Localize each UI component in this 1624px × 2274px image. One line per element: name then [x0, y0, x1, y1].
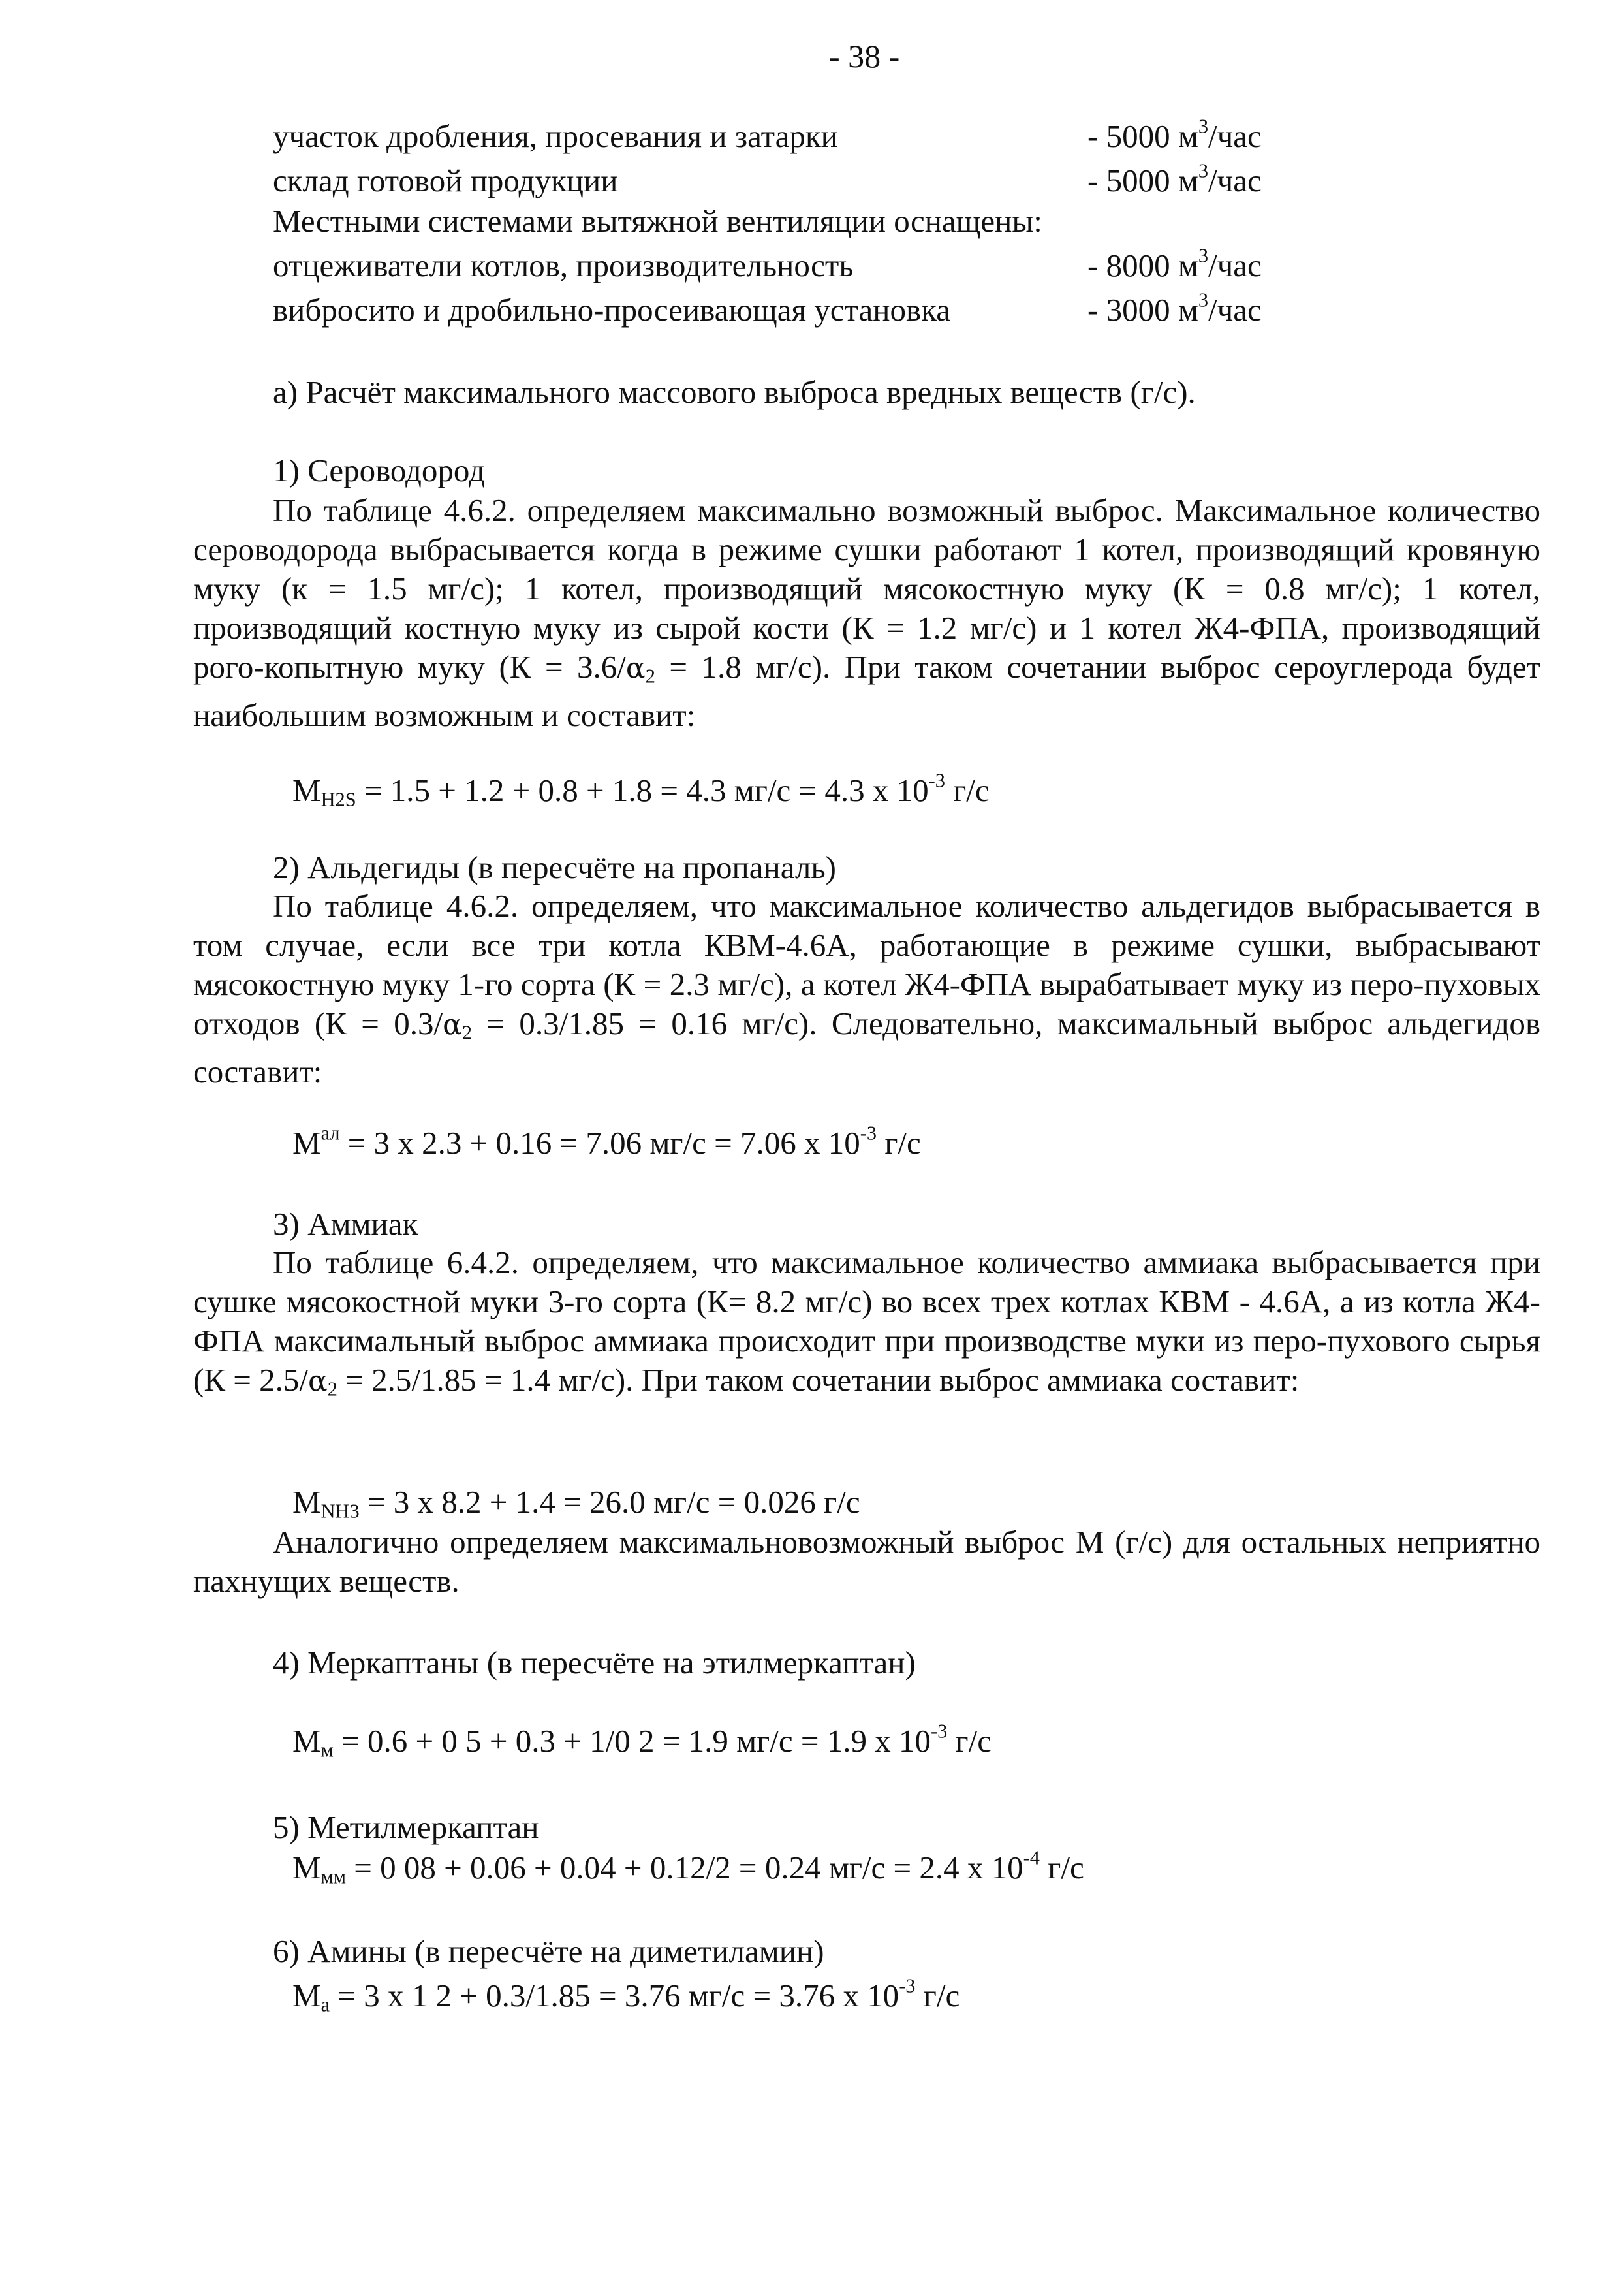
subsection-title: 4) Меркаптаны (в пересчёте на этилмеркаптан): [273, 1645, 916, 1681]
paragraph: Аналогично определяем максимальновозможный выброс М (г/с) для остальных неприятно пахнущих веществ.: [193, 1524, 1540, 1599]
formula: $M^{ал} = 3$ х 2.3 + 0.16 = 7.06 мг/с = 7.06 х $10^{-3}$ г/с: [292, 1122, 921, 1161]
equipment-label: склад готовой продукции: [273, 163, 618, 198]
formula: $M_{H2S} = 1.5 + 1.2 + 0.8 + 1.8 = 4.3$ мг/с = 4.3 х $10^{-3}$ г/с: [292, 769, 990, 811]
paragraph: По таблице 4.6.2. определяем максимально возможный выброс. Максимальное количество сероводорода выбрасывается когда в режиме сушки работают 1 котел, производящий кровяную муку (к = 1.5 мг/с); 1 котел, производящий мясокостную муку (К = 0.8 мг/с); 1 котел, производящий костную муку из сырой кости (К = 1.2 мг/с) и 1 котел Ж4-ФПА, производящий рого-копытную муку ($К = 3.6/\alpha_2 = 1.8$ мг/с). При таком сочетании выброс сероуглерода будет наибольшим возможным и составит:: [193, 492, 1540, 733]
subsection-title: 6) Амины (в пересчёте на диметиламин): [273, 1933, 824, 1969]
equipment-label: участок дробления, просевания и затарки: [273, 118, 838, 154]
formula: $M_a = 3$ х 1 2 + 0.3/1.85 = 3.76 мг/с = 3.76 х $10^{-3}$ г/с: [292, 1974, 960, 2016]
formula: $M_{мм} = 0$ 08 + 0.06 + 0.04 + 0.12/2 = 0.24 мг/с = 2.4 х $10^{-4}$ г/с: [292, 1846, 1084, 1888]
equipment-label: вибросито и дробильно-просеивающая установка: [273, 292, 950, 328]
subsection-title: 5) Метилмеркаптан: [273, 1809, 539, 1845]
formula: $M_{NH3} = 3$ х 8.2 + 1.4 = 26.0 мг/с = 0.026 г/с: [292, 1484, 860, 1523]
subsection-title: 3) Аммиак: [273, 1206, 418, 1242]
local-systems-heading: Местными системами вытяжной вентиляции оснащены:: [273, 203, 1042, 239]
equipment-label: отцеживатели котлов, производительность: [273, 247, 854, 283]
equipment-row: [273, 244, 1291, 290]
equipment-row: [273, 159, 1291, 205]
equipment-row: [273, 291, 1291, 334]
equipment-row: [273, 115, 1291, 161]
equipment-value: - 5000 $м^3$/час: [1087, 159, 1262, 198]
subsection-title: 2) Альдегиды (в пересчёте на пропаналь): [273, 849, 837, 885]
paragraph: По таблице 4.6.2. определяем, что максимальное количество альдегидов выбрасывается в том случае, если все три котла КВМ-4.6А, работающие в режиме сушки, выбрасывают мясокостную муку 1-го сорта (К = 2.3 мг/с), а котел Ж4-ФПА вырабатывает муку из перо-пуховых отходов ($К = 0.3/\alpha_2 = 0.3/1.85 = 0.16$ мг/с). Следовательно, максимальный выброс альдегидов составит:: [193, 888, 1540, 1090]
paragraph: По таблице 6.4.2. определяем, что максимальное количество аммиака выбрасывается при сушке мясокостной муки 3-го сорта (К= 8.2 мг/с) во всех трех котлах КВМ - 4.6А, а из котла Ж4-ФПА максимальный выброс аммиака происходит при производстве муки из перо-пухового сырья ($К = 2.5/\alpha_2 = 2.5/1.85 = 1.4$ мг/с). При таком сочетании выброс аммиака составит:: [193, 1244, 1540, 1400]
formula: $M_м = 0.6 + 0$ 5 + 0.3 + 1/0 2 = 1.9 мг/с = 1.9 х $10^{-3}$ г/с: [292, 1720, 992, 1761]
equipment-value: - 5000 $м^3$/час: [1087, 115, 1262, 154]
equipment-value: - 8000 $м^3$/час: [1087, 244, 1262, 283]
page-number: - 38 -: [829, 38, 900, 74]
section-heading: а) Расчёт максимального массового выброса вредных веществ (г/с).: [273, 374, 1196, 410]
subsection-title: 1) Сероводород: [273, 452, 485, 488]
equipment-value: - 3000 $м^3$/час: [1087, 289, 1262, 328]
